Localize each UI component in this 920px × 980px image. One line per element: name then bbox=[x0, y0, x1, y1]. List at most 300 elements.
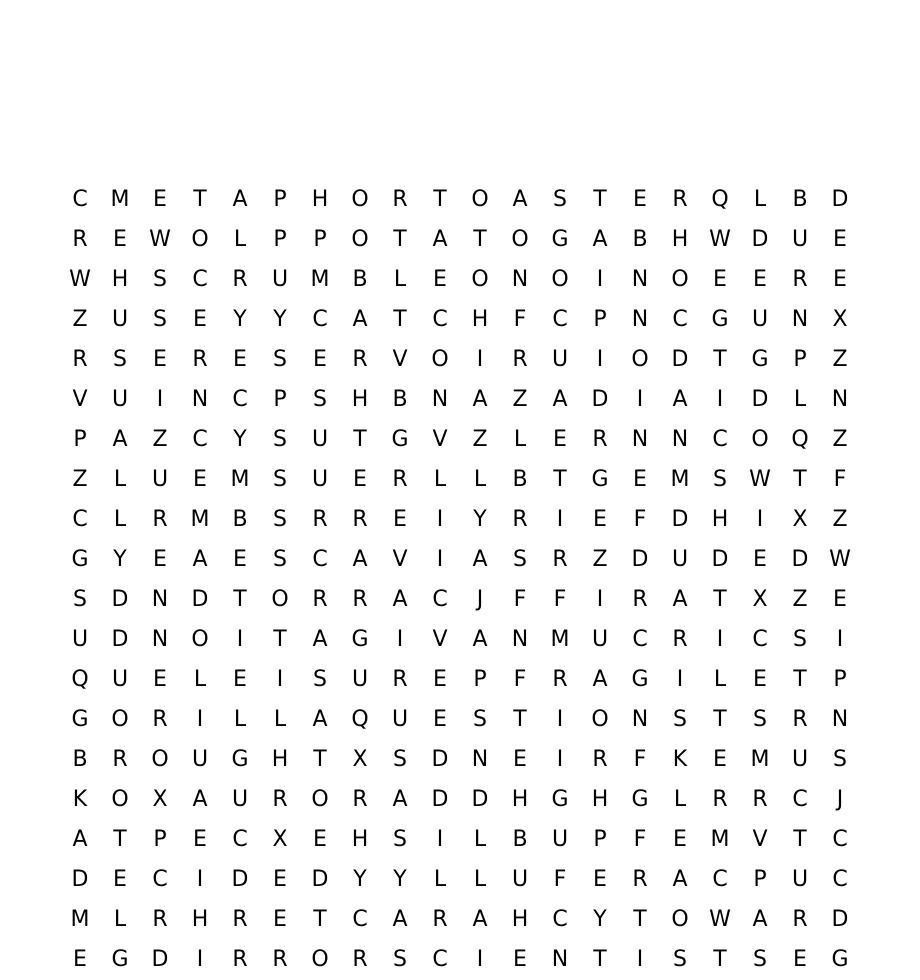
grid-letter[interactable]: F bbox=[833, 467, 847, 492]
grid-letter[interactable]: R bbox=[72, 347, 88, 372]
grid-letter[interactable]: Z bbox=[72, 307, 88, 332]
grid-letter[interactable]: P bbox=[753, 867, 767, 892]
grid-letter[interactable]: O bbox=[471, 187, 489, 212]
grid-letter[interactable]: A bbox=[512, 187, 528, 212]
grid-letter[interactable]: C bbox=[232, 387, 248, 412]
grid-letter[interactable]: R bbox=[392, 467, 408, 492]
grid-letter[interactable]: C bbox=[152, 867, 168, 892]
grid-letter[interactable]: S bbox=[553, 187, 567, 212]
grid-letter[interactable]: U bbox=[111, 667, 129, 692]
grid-letter[interactable]: G bbox=[631, 667, 649, 692]
grid-letter[interactable]: M bbox=[710, 827, 730, 852]
grid-letter[interactable]: S bbox=[513, 547, 527, 572]
grid-letter[interactable]: X bbox=[152, 787, 168, 812]
grid-letter[interactable]: S bbox=[73, 587, 87, 612]
grid-letter[interactable]: H bbox=[271, 747, 289, 772]
grid-letter[interactable]: O bbox=[671, 267, 689, 292]
grid-letter[interactable]: U bbox=[511, 867, 529, 892]
grid-letter[interactable]: T bbox=[713, 947, 727, 972]
grid-letter[interactable]: O bbox=[431, 347, 449, 372]
grid-letter[interactable]: I bbox=[756, 507, 764, 532]
grid-letter[interactable]: A bbox=[672, 867, 688, 892]
grid-letter[interactable]: D bbox=[831, 187, 849, 212]
grid-letter[interactable]: L bbox=[473, 867, 487, 892]
grid-letter[interactable]: D bbox=[711, 547, 729, 572]
grid-letter[interactable]: U bbox=[671, 547, 689, 572]
grid-letter[interactable]: I bbox=[196, 707, 204, 732]
grid-letter[interactable]: E bbox=[153, 187, 167, 212]
grid-letter[interactable]: T bbox=[313, 747, 327, 772]
grid-letter[interactable]: O bbox=[151, 747, 169, 772]
grid-letter[interactable]: D bbox=[431, 747, 449, 772]
grid-letter[interactable]: A bbox=[352, 547, 368, 572]
grid-letter[interactable]: R bbox=[752, 787, 768, 812]
grid-letter[interactable]: X bbox=[352, 747, 368, 772]
grid-letter[interactable]: T bbox=[713, 587, 727, 612]
grid-letter[interactable]: D bbox=[631, 547, 649, 572]
grid-letter[interactable]: E bbox=[193, 827, 207, 852]
grid-letter[interactable]: I bbox=[556, 747, 564, 772]
grid-letter[interactable]: E bbox=[113, 867, 127, 892]
grid-letter[interactable]: G bbox=[351, 627, 369, 652]
grid-letter[interactable]: S bbox=[313, 387, 327, 412]
grid-letter[interactable]: E bbox=[433, 707, 447, 732]
grid-letter[interactable]: Z bbox=[472, 427, 488, 452]
grid-letter[interactable]: V bbox=[752, 827, 768, 852]
grid-letter[interactable]: E bbox=[713, 267, 727, 292]
grid-letter[interactable]: E bbox=[713, 747, 727, 772]
grid-letter[interactable]: K bbox=[672, 747, 688, 772]
grid-letter[interactable]: E bbox=[593, 867, 607, 892]
grid-letter[interactable]: I bbox=[676, 667, 684, 692]
grid-letter[interactable]: V bbox=[392, 347, 408, 372]
grid-letter[interactable]: E bbox=[73, 947, 87, 972]
grid-letter[interactable]: E bbox=[833, 267, 847, 292]
grid-letter[interactable]: D bbox=[311, 867, 329, 892]
grid-letter[interactable]: E bbox=[553, 427, 567, 452]
grid-letter[interactable]: Y bbox=[113, 547, 127, 572]
grid-letter[interactable]: E bbox=[673, 827, 687, 852]
grid-letter[interactable]: E bbox=[113, 227, 127, 252]
grid-letter[interactable]: H bbox=[311, 187, 329, 212]
grid-letter[interactable]: R bbox=[792, 267, 808, 292]
grid-letter[interactable]: X bbox=[752, 587, 768, 612]
grid-letter[interactable]: S bbox=[273, 347, 287, 372]
grid-letter[interactable]: O bbox=[511, 227, 529, 252]
grid-letter[interactable]: E bbox=[753, 267, 767, 292]
grid-letter[interactable]: R bbox=[392, 667, 408, 692]
grid-letter[interactable]: Y bbox=[273, 307, 287, 332]
grid-letter[interactable]: F bbox=[633, 747, 647, 772]
grid-letter[interactable]: O bbox=[311, 787, 329, 812]
grid-letter[interactable]: Q bbox=[791, 427, 809, 452]
grid-letter[interactable]: R bbox=[272, 787, 288, 812]
grid-letter[interactable]: U bbox=[551, 347, 569, 372]
grid-letter[interactable]: S bbox=[273, 427, 287, 452]
grid-letter[interactable]: M bbox=[670, 467, 690, 492]
grid-letter[interactable]: N bbox=[671, 427, 689, 452]
grid-letter[interactable]: E bbox=[433, 667, 447, 692]
grid-letter[interactable]: C bbox=[352, 907, 368, 932]
grid-letter[interactable]: Y bbox=[233, 307, 247, 332]
grid-letter[interactable]: U bbox=[311, 467, 329, 492]
grid-letter[interactable]: Z bbox=[792, 587, 808, 612]
grid-letter[interactable]: H bbox=[111, 267, 129, 292]
grid-letter[interactable]: O bbox=[351, 187, 369, 212]
grid-letter[interactable]: N bbox=[831, 707, 849, 732]
grid-letter[interactable]: L bbox=[113, 507, 127, 532]
grid-letter[interactable]: U bbox=[71, 627, 89, 652]
grid-letter[interactable]: A bbox=[472, 907, 488, 932]
grid-letter[interactable]: S bbox=[273, 507, 287, 532]
grid-letter[interactable]: N bbox=[631, 307, 649, 332]
grid-letter[interactable]: E bbox=[193, 467, 207, 492]
grid-letter[interactable]: T bbox=[433, 187, 447, 212]
grid-letter[interactable]: R bbox=[72, 227, 88, 252]
grid-letter[interactable]: T bbox=[393, 307, 407, 332]
grid-letter[interactable]: I bbox=[436, 547, 444, 572]
grid-letter[interactable]: H bbox=[351, 387, 369, 412]
grid-letter[interactable]: P bbox=[473, 667, 487, 692]
grid-letter[interactable]: C bbox=[752, 627, 768, 652]
grid-letter[interactable]: A bbox=[72, 827, 88, 852]
grid-letter[interactable]: A bbox=[472, 547, 488, 572]
grid-letter[interactable]: S bbox=[393, 827, 407, 852]
grid-letter[interactable]: N bbox=[551, 947, 569, 972]
grid-letter[interactable]: R bbox=[672, 187, 688, 212]
grid-letter[interactable]: P bbox=[593, 827, 607, 852]
grid-letter[interactable]: U bbox=[591, 627, 609, 652]
grid-letter[interactable]: E bbox=[593, 507, 607, 532]
grid-letter[interactable]: R bbox=[352, 507, 368, 532]
grid-letter[interactable]: T bbox=[713, 707, 727, 732]
grid-letter[interactable]: N bbox=[511, 267, 529, 292]
grid-letter[interactable]: T bbox=[793, 827, 807, 852]
grid-letter[interactable]: U bbox=[311, 427, 329, 452]
grid-letter[interactable]: S bbox=[113, 347, 127, 372]
grid-letter[interactable]: P bbox=[833, 667, 847, 692]
grid-letter[interactable]: E bbox=[273, 867, 287, 892]
grid-letter[interactable]: W bbox=[749, 467, 771, 492]
grid-letter[interactable]: G bbox=[231, 747, 249, 772]
grid-letter[interactable]: C bbox=[552, 307, 568, 332]
grid-letter[interactable]: O bbox=[111, 707, 129, 732]
grid-letter[interactable]: C bbox=[672, 307, 688, 332]
grid-letter[interactable]: R bbox=[152, 507, 168, 532]
grid-letter[interactable]: S bbox=[473, 707, 487, 732]
grid-letter[interactable]: V bbox=[72, 387, 88, 412]
grid-letter[interactable]: C bbox=[552, 907, 568, 932]
grid-letter[interactable]: Z bbox=[512, 387, 528, 412]
grid-letter[interactable]: B bbox=[392, 387, 408, 412]
grid-letter[interactable]: I bbox=[836, 627, 844, 652]
grid-letter[interactable]: W bbox=[709, 227, 731, 252]
grid-letter[interactable]: A bbox=[392, 907, 408, 932]
grid-letter[interactable]: L bbox=[273, 707, 287, 732]
grid-letter[interactable]: Y bbox=[473, 507, 487, 532]
grid-letter[interactable]: Z bbox=[152, 427, 168, 452]
grid-letter[interactable]: O bbox=[551, 267, 569, 292]
grid-letter[interactable]: Y bbox=[233, 427, 247, 452]
grid-letter[interactable]: P bbox=[593, 307, 607, 332]
grid-letter[interactable]: H bbox=[671, 227, 689, 252]
grid-letter[interactable]: B bbox=[792, 187, 808, 212]
grid-letter[interactable]: G bbox=[711, 307, 729, 332]
grid-letter[interactable]: B bbox=[632, 227, 648, 252]
grid-letter[interactable]: L bbox=[513, 427, 527, 452]
grid-letter[interactable]: T bbox=[593, 947, 607, 972]
grid-letter[interactable]: L bbox=[433, 467, 447, 492]
grid-letter[interactable]: N bbox=[831, 387, 849, 412]
grid-letter[interactable]: X bbox=[272, 827, 288, 852]
grid-letter[interactable]: S bbox=[273, 467, 287, 492]
grid-letter[interactable]: C bbox=[232, 827, 248, 852]
grid-letter[interactable]: L bbox=[473, 467, 487, 492]
grid-letter[interactable]: R bbox=[432, 907, 448, 932]
grid-letter[interactable]: U bbox=[391, 707, 409, 732]
grid-letter[interactable]: R bbox=[272, 947, 288, 972]
grid-letter[interactable]: J bbox=[476, 587, 484, 612]
grid-letter[interactable]: P bbox=[273, 187, 287, 212]
grid-letter[interactable]: C bbox=[632, 627, 648, 652]
grid-letter[interactable]: O bbox=[111, 787, 129, 812]
grid-letter[interactable]: A bbox=[232, 187, 248, 212]
grid-letter[interactable]: E bbox=[193, 307, 207, 332]
grid-letter[interactable]: I bbox=[236, 627, 244, 652]
grid-letter[interactable]: P bbox=[273, 227, 287, 252]
grid-letter[interactable]: A bbox=[472, 627, 488, 652]
grid-letter[interactable]: E bbox=[313, 347, 327, 372]
grid-letter[interactable]: I bbox=[716, 387, 724, 412]
grid-letter[interactable]: I bbox=[196, 947, 204, 972]
grid-letter[interactable]: Y bbox=[353, 867, 367, 892]
grid-letter[interactable]: R bbox=[152, 707, 168, 732]
grid-letter[interactable]: W bbox=[829, 547, 851, 572]
grid-letter[interactable]: R bbox=[352, 787, 368, 812]
grid-letter[interactable]: R bbox=[552, 547, 568, 572]
grid-letter[interactable]: R bbox=[592, 747, 608, 772]
grid-letter[interactable]: A bbox=[192, 547, 208, 572]
grid-letter[interactable]: D bbox=[831, 907, 849, 932]
grid-letter[interactable]: M bbox=[750, 747, 770, 772]
grid-letter[interactable]: I bbox=[556, 707, 564, 732]
grid-letter[interactable]: O bbox=[591, 707, 609, 732]
grid-letter[interactable]: F bbox=[513, 667, 527, 692]
grid-letter[interactable]: D bbox=[751, 387, 769, 412]
grid-letter[interactable]: I bbox=[276, 667, 284, 692]
grid-letter[interactable]: D bbox=[71, 867, 89, 892]
grid-letter[interactable]: I bbox=[636, 387, 644, 412]
grid-letter[interactable]: D bbox=[111, 587, 129, 612]
grid-letter[interactable]: L bbox=[793, 387, 807, 412]
grid-letter[interactable]: R bbox=[672, 627, 688, 652]
grid-letter[interactable]: C bbox=[712, 427, 728, 452]
grid-letter[interactable]: O bbox=[671, 907, 689, 932]
grid-letter[interactable]: R bbox=[632, 587, 648, 612]
grid-letter[interactable]: C bbox=[312, 547, 328, 572]
grid-letter[interactable]: R bbox=[152, 907, 168, 932]
grid-letter[interactable]: S bbox=[673, 707, 687, 732]
grid-letter[interactable]: G bbox=[551, 787, 569, 812]
grid-letter[interactable]: F bbox=[513, 307, 527, 332]
grid-letter[interactable]: U bbox=[551, 827, 569, 852]
grid-letter[interactable]: B bbox=[352, 267, 368, 292]
grid-letter[interactable]: L bbox=[113, 907, 127, 932]
grid-letter[interactable]: E bbox=[233, 667, 247, 692]
grid-letter[interactable]: U bbox=[151, 467, 169, 492]
grid-letter[interactable]: P bbox=[273, 387, 287, 412]
grid-letter[interactable]: U bbox=[351, 667, 369, 692]
grid-letter[interactable]: V bbox=[432, 427, 448, 452]
grid-letter[interactable]: E bbox=[153, 547, 167, 572]
grid-letter[interactable]: C bbox=[832, 827, 848, 852]
grid-letter[interactable]: V bbox=[432, 627, 448, 652]
grid-letter[interactable]: M bbox=[550, 627, 570, 652]
grid-letter[interactable]: E bbox=[233, 347, 247, 372]
grid-letter[interactable]: E bbox=[753, 667, 767, 692]
grid-letter[interactable]: U bbox=[191, 747, 209, 772]
grid-letter[interactable]: M bbox=[190, 507, 210, 532]
grid-letter[interactable]: A bbox=[112, 427, 128, 452]
grid-letter[interactable]: E bbox=[513, 747, 527, 772]
grid-letter[interactable]: R bbox=[712, 787, 728, 812]
grid-letter[interactable]: L bbox=[673, 787, 687, 812]
grid-letter[interactable]: A bbox=[392, 587, 408, 612]
grid-letter[interactable]: D bbox=[111, 627, 129, 652]
grid-letter[interactable]: Z bbox=[592, 547, 608, 572]
grid-letter[interactable]: R bbox=[352, 587, 368, 612]
grid-letter[interactable]: I bbox=[396, 627, 404, 652]
grid-letter[interactable]: C bbox=[792, 787, 808, 812]
grid-letter[interactable]: F bbox=[553, 587, 567, 612]
grid-letter[interactable]: D bbox=[671, 507, 689, 532]
grid-letter[interactable]: G bbox=[391, 427, 409, 452]
grid-letter[interactable]: E bbox=[153, 347, 167, 372]
grid-letter[interactable]: U bbox=[111, 387, 129, 412]
grid-letter[interactable]: R bbox=[792, 707, 808, 732]
grid-letter[interactable]: Z bbox=[72, 467, 88, 492]
grid-letter[interactable]: N bbox=[151, 627, 169, 652]
grid-letter[interactable]: P bbox=[153, 827, 167, 852]
grid-letter[interactable]: T bbox=[193, 187, 207, 212]
grid-letter[interactable]: M bbox=[230, 467, 250, 492]
grid-letter[interactable]: N bbox=[631, 267, 649, 292]
grid-letter[interactable]: W bbox=[149, 227, 171, 252]
grid-letter[interactable]: R bbox=[312, 507, 328, 532]
grid-letter[interactable]: R bbox=[312, 587, 328, 612]
grid-letter[interactable]: G bbox=[551, 227, 569, 252]
grid-letter[interactable]: C bbox=[72, 507, 88, 532]
grid-letter[interactable]: R bbox=[112, 747, 128, 772]
grid-letter[interactable]: G bbox=[71, 707, 89, 732]
grid-letter[interactable]: I bbox=[156, 387, 164, 412]
grid-letter[interactable]: W bbox=[709, 907, 731, 932]
grid-letter[interactable]: I bbox=[556, 507, 564, 532]
grid-letter[interactable]: E bbox=[433, 267, 447, 292]
grid-letter[interactable]: N bbox=[471, 747, 489, 772]
grid-letter[interactable]: O bbox=[191, 627, 209, 652]
grid-letter[interactable]: N bbox=[511, 627, 529, 652]
grid-letter[interactable]: H bbox=[191, 907, 209, 932]
grid-letter[interactable]: R bbox=[512, 507, 528, 532]
grid-letter[interactable]: R bbox=[552, 667, 568, 692]
grid-letter[interactable]: A bbox=[592, 227, 608, 252]
grid-letter[interactable]: B bbox=[512, 467, 528, 492]
grid-letter[interactable]: I bbox=[196, 867, 204, 892]
grid-letter[interactable]: T bbox=[513, 707, 527, 732]
grid-letter[interactable]: R bbox=[392, 187, 408, 212]
grid-letter[interactable]: P bbox=[793, 347, 807, 372]
grid-letter[interactable]: A bbox=[432, 227, 448, 252]
grid-letter[interactable]: S bbox=[673, 947, 687, 972]
grid-letter[interactable]: E bbox=[353, 467, 367, 492]
grid-letter[interactable]: E bbox=[153, 667, 167, 692]
grid-letter[interactable]: L bbox=[713, 667, 727, 692]
grid-letter[interactable]: C bbox=[432, 587, 448, 612]
grid-letter[interactable]: I bbox=[596, 587, 604, 612]
grid-letter[interactable]: D bbox=[671, 347, 689, 372]
grid-letter[interactable]: S bbox=[753, 947, 767, 972]
grid-letter[interactable]: R bbox=[792, 907, 808, 932]
grid-letter[interactable]: I bbox=[596, 347, 604, 372]
grid-letter[interactable]: L bbox=[753, 187, 767, 212]
grid-letter[interactable]: T bbox=[353, 427, 367, 452]
grid-letter[interactable]: I bbox=[436, 507, 444, 532]
grid-letter[interactable]: I bbox=[596, 267, 604, 292]
grid-letter[interactable]: U bbox=[271, 267, 289, 292]
grid-letter[interactable]: K bbox=[72, 787, 88, 812]
grid-letter[interactable]: O bbox=[351, 227, 369, 252]
grid-letter[interactable]: G bbox=[751, 347, 769, 372]
grid-letter[interactable]: B bbox=[72, 747, 88, 772]
grid-letter[interactable]: H bbox=[351, 827, 369, 852]
grid-letter[interactable]: M bbox=[110, 187, 130, 212]
grid-letter[interactable]: O bbox=[631, 347, 649, 372]
grid-letter[interactable]: A bbox=[352, 307, 368, 332]
grid-letter[interactable]: C bbox=[192, 267, 208, 292]
grid-letter[interactable]: A bbox=[312, 707, 328, 732]
grid-letter[interactable]: A bbox=[192, 787, 208, 812]
grid-letter[interactable]: D bbox=[791, 547, 809, 572]
grid-letter[interactable]: E bbox=[633, 467, 647, 492]
grid-letter[interactable]: F bbox=[513, 587, 527, 612]
grid-letter[interactable]: S bbox=[393, 947, 407, 972]
grid-letter[interactable]: S bbox=[833, 747, 847, 772]
grid-letter[interactable]: D bbox=[471, 787, 489, 812]
grid-letter[interactable]: L bbox=[233, 227, 247, 252]
grid-letter[interactable]: E bbox=[753, 547, 767, 572]
grid-letter[interactable]: S bbox=[313, 667, 327, 692]
grid-letter[interactable]: R bbox=[592, 427, 608, 452]
grid-letter[interactable]: A bbox=[472, 387, 488, 412]
grid-letter[interactable]: S bbox=[753, 707, 767, 732]
grid-letter[interactable]: N bbox=[151, 587, 169, 612]
grid-letter[interactable]: L bbox=[113, 467, 127, 492]
grid-letter[interactable]: T bbox=[273, 627, 287, 652]
grid-letter[interactable]: H bbox=[591, 787, 609, 812]
grid-letter[interactable]: P bbox=[73, 427, 87, 452]
grid-letter[interactable]: R bbox=[192, 347, 208, 372]
grid-letter[interactable]: E bbox=[393, 507, 407, 532]
grid-letter[interactable]: S bbox=[273, 547, 287, 572]
grid-letter[interactable]: T bbox=[593, 187, 607, 212]
grid-letter[interactable]: E bbox=[833, 227, 847, 252]
grid-letter[interactable]: D bbox=[591, 387, 609, 412]
grid-letter[interactable]: C bbox=[192, 427, 208, 452]
grid-letter[interactable]: G bbox=[631, 787, 649, 812]
grid-letter[interactable]: R bbox=[232, 947, 248, 972]
grid-letter[interactable]: G bbox=[111, 947, 129, 972]
